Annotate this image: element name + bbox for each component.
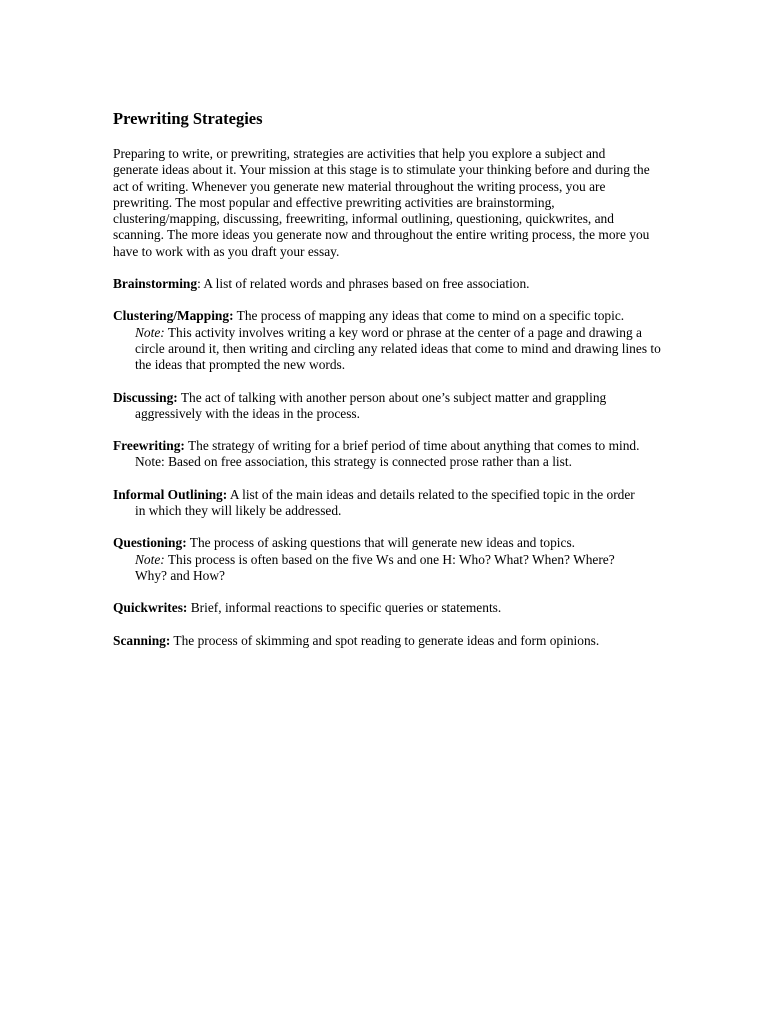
- note-label: Note:: [135, 324, 165, 340]
- entry-informal-outlining: [113, 487, 673, 520]
- term-discussing: Discussing:: [113, 389, 178, 405]
- note-text: This process is often based on the five Ws and one H: Who? What? When? Where? Why? and How?: [135, 551, 615, 583]
- term-quickwrites: Quickwrites:: [113, 600, 188, 616]
- term-clustering-mapping: Clustering/Mapping:: [113, 308, 234, 324]
- document-title: Prewriting Strategies: [113, 109, 263, 128]
- definition-scanning: The process of skimming and spot reading to generate ideas and form opinions.: [170, 632, 600, 648]
- term-questioning: Questioning:: [113, 535, 187, 551]
- term-freewriting: Freewriting:: [113, 438, 185, 454]
- definition-freewriting: The strategy of writing for a brief period of time about anything that comes to mind.: [184, 438, 640, 454]
- note-clustering-mapping: [113, 325, 673, 374]
- entry-discussing: [113, 390, 673, 423]
- note-text: This activity involves writing a key word or phrase at the center of a page and drawing a circle around it, then writing and circling any related ideas that come to mind and drawing lines to the ideas that prompted the new words.: [135, 324, 661, 373]
- definition-quickwrites: Brief, informal reactions to specific queries or statements.: [187, 600, 502, 616]
- entry-clustering-mapping: [113, 308, 673, 373]
- document-page: [113, 109, 673, 665]
- note-freewriting: Note: Based on free association, this strategy is connected prose rather than a list.: [135, 454, 572, 470]
- definition-discussing-continued: aggressively with the ideas in the process.: [135, 405, 360, 421]
- definition-clustering-mapping: The process of mapping any ideas that come to mind on a specific topic.: [233, 308, 625, 324]
- entry-scanning: [113, 633, 673, 649]
- note-questioning: [113, 552, 673, 585]
- entry-questioning: [113, 535, 673, 584]
- definition-discussing: The act of talking with another person about one’s subject matter and grappling: [177, 389, 607, 405]
- entry-quickwrites: [113, 600, 673, 616]
- definition-informal-outlining: A list of the main ideas and details related to the specified topic in the order: [227, 486, 635, 502]
- term-brainstorming: Brainstorming: [113, 276, 198, 292]
- note-label: Note:: [135, 551, 165, 567]
- definition-brainstorming: : A list of related words and phrases based on free association.: [197, 276, 530, 292]
- entry-brainstorming: [113, 276, 673, 292]
- term-scanning: Scanning:: [113, 632, 171, 648]
- definition-informal-outlining-continued: in which they will likely be addressed.: [135, 503, 342, 519]
- definition-questioning: The process of asking questions that will generate new ideas and topics.: [186, 535, 576, 551]
- term-informal-outlining: Informal Outlining:: [113, 486, 228, 502]
- intro-paragraph: Preparing to write, or prewriting, strategies are activities that help you explore a subject and generate ideas about it. Your mission at this stage is to stimulate your thinking before and during the act of writing. Whenever you generate new material throughout the writing process, you are prewriting. The most popular and effective prewriting activities are brainstorming, clustering/mapping, discussing, freewriting, informal outlining, questioning, quickwrites, and scanning. The more ideas you generate now and throughout the entire writing process, the more you have to work with as you draft your essay.: [113, 146, 650, 259]
- entry-freewriting: [113, 438, 673, 471]
